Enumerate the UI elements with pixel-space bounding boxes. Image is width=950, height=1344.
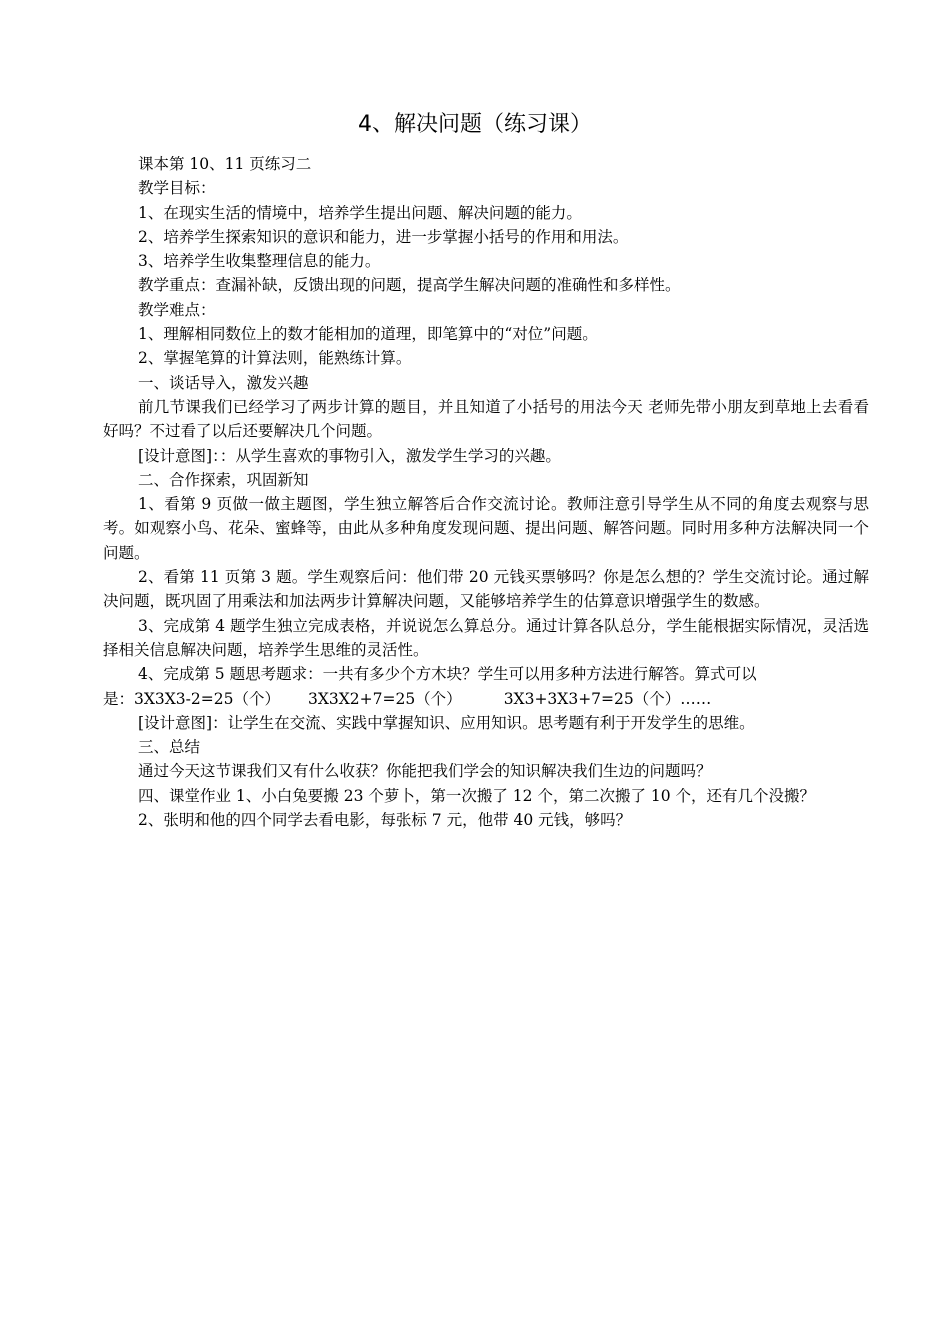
homework-item-2: 2、张明和他的四个同学去看电影，每张标 7 元，他带 40 元钱，够吗？	[138, 811, 632, 830]
goal-item-2: 2、培养学生探索知识的意识和能力，进一步掌握小括号的作用和用法。	[138, 227, 629, 246]
textbook-reference: 课本第 10、11 页练习二	[138, 155, 312, 173]
activity-3-paragraph: 3、完成第 4 题学生独立完成表格，并说说怎么算总分。通过计算各队总分，学生能根据实际情况，灵活选择相关信息解决问题，培养学生思维的灵活性。	[103, 616, 869, 659]
intro-paragraph: 前几节课我们已经学习了两步计算的题目，并且知道了小括号的用法今天 老师先带小朋友到草地上去看看好吗？不过看了以后还要解决几个问题。	[103, 397, 869, 441]
formula-line	[103, 687, 869, 711]
section-2-heading: 二、合作探索，巩固新知	[138, 470, 309, 489]
section-3-heading: 三、总结	[138, 738, 201, 757]
teaching-focus: 教学重点：查漏补缺，反馈出现的问题，提高学生解决问题的准确性和多样性。	[138, 276, 681, 295]
formula-3: 3X3+3X3+7=25（个）……	[503, 689, 712, 708]
difficulty-item-2: 2、掌握笔算的计算法则，能熟练计算。	[138, 349, 412, 368]
document-body	[103, 152, 869, 832]
design-intent-2: [设计意图]：让学生在交流、实践中掌握知识、应用知识。思考题有利于开发学生的思维。	[138, 713, 755, 732]
homework-item-1: 四、课堂作业 1、小白兔要搬 23 个萝卜，第一次搬了 12 个，第二次搬了 10 个，还有几个没搬？	[138, 786, 816, 805]
teaching-difficulty-heading: 教学难点：	[138, 300, 216, 319]
document-title: 4、解决问题（练习课）	[358, 112, 592, 137]
activity-1-paragraph: 1、看第 9 页做一做主题图，学生独立解答后合作交流讨论。教师注意引导学生从不同的角度去观察与思考。如观察小鸟、花朵、蜜蜂等，由此从多种角度发现问题、提出问题、解答问题。同时用多种方法解决同一个问题。	[103, 495, 869, 562]
design-intent-1: [设计意图]：：从学生喜欢的事物引入，激发学生学习的兴趣。	[138, 446, 561, 465]
goal-item-1: 1、在现实生活的情境中，培养学生提出问题、解决问题的能力。	[138, 203, 582, 222]
teaching-goals-heading: 教学目标：	[138, 179, 216, 198]
activity-4-paragraph: 4、完成第 5 题思考题求：一共有多少个方木块？学生可以用多种方法进行解答。算式可以	[138, 665, 757, 684]
goal-item-3: 3、培养学生收集整理信息的能力。	[138, 252, 381, 271]
formula-2: 3X3X2+7=25（个）	[307, 689, 462, 708]
difficulty-item-1: 1、理解相同数位上的数才能相加的道理，即笔算中的“对位”问题。	[138, 325, 598, 344]
section-1-heading: 一、谈话导入，激发兴趣	[138, 373, 309, 392]
summary-paragraph: 通过今天这节课我们又有什么收获？你能把我们学会的知识解决我们生边的问题吗？	[138, 762, 712, 781]
activity-2-paragraph: 2、看第 11 页第 3 题。学生观察后问：他们带 20 元钱买票够吗？你是怎么想的？学生交流讨论。通过解决问题，既巩固了用乘法和加法两步计算解决问题，又能够培养学生的估算意识增强学生的数感。	[103, 568, 869, 611]
formula-1: 是：3X3X3-2=25（个）	[103, 689, 280, 708]
